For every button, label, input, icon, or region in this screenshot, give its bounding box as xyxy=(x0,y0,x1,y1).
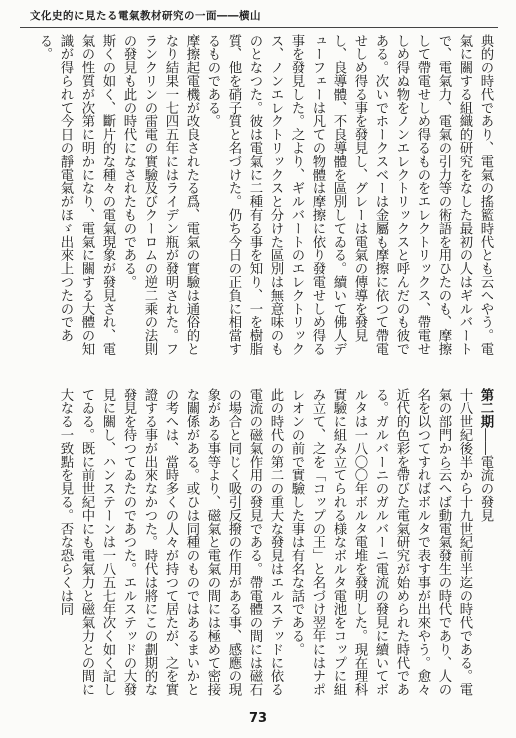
body-paragraph: 典的の時代であり、電氣の搖籃時代とも云へやう。電氣に關する組織的研究をなした最初の人はギルバートで、電氣力、電氣の引力等の術語を用ひたのも、摩擦して帶電せしめ得るものをエレクトリックス、帶電せしめ得ぬ物をノンエレクトリックスと呼んだのも彼である。次いでホークスベーは金屬も摩擦に依つて帶電せしめ得る事を發見し、グレーは電氣の傳導を發見し、良導體、不良導體を區別してゐる。續いて佛人デューフェーは凡ての物體は摩擦に依り發電せしめ得る事を發見した。之より、ギルバートのエレクトリックス、ノンエレクトリックスと分けた區別は無意味のものとなつた。彼は電氣に二種有る事を知り、一を樹脂質、他を硝子質と名づけた。仍ち今日の正負に相當するものである。 xyxy=(205,34,493,356)
running-head: 文化史的に見たる電氣教材研究の一面――横山 xyxy=(30,10,261,22)
section-heading-rest: ――電流の發見 xyxy=(478,428,493,522)
section-heading: 第二期 xyxy=(478,388,493,429)
header-rule xyxy=(20,27,498,28)
section-title xyxy=(475,388,496,706)
body-paragraph: 斯くの如く、斷片的な種々の電氣現象が發見され、電氣の性質が次第に明かになり、電氣に關する大體の知識が得られて今日の靜電氣がほゞ出來上つたのである。 xyxy=(37,34,115,356)
top-text-block xyxy=(26,34,496,364)
body-paragraph: 摩擦起電機が改良されたる爲、電氣の實驗は通俗的となり結果一七四五年にはライデン瓶が發明された。フランクリンの雷電の實驗及びクーロムの逆二乘の法則の發見も此の時代になされたものである。 xyxy=(121,34,199,356)
body-paragraph: 十八世紀後半から十九世紀前半迄の時代である。電氣の部門から云へば動電氣發生の時代であり、人の名を以つてすればボルタで表す事が出來やう。愈々近代的色彩を帶びた電氣研究が始められた時代である。ガルバーニのガルバーニ電流の發見に續いてボルタは一八〇〇年ボルタ電堆を發明した。現在理科實驗に組み立てられる様なボルタ電池をコップに組み立て、之を「コップの王」と名づけ翌年にはナポレオンの前で實驗した事は有名な話である。 xyxy=(289,388,472,697)
page-number: 73 xyxy=(248,711,268,726)
bottom-text-block xyxy=(26,388,496,706)
body-paragraph: 此の時代の第二の重大な發見はエルステッドに依る電流の磁氣作用の發見である。帶電體の間には磁石の場合と同じく吸引反撥の作用がある事、感應の現象がある事等より、磁氣と電氣の間には極めて密接な關係がある。或ひは同種のものではあるまいかとの考へは、當時多くの人々が持つて居たが、之を實證する事が出來なかつた。時代は將にこの劃期的な發見を待つてゐたのであつた。エルステッドの大發見に關し、ハンステーンは一八五七年次く如く記してゐる。既に前世紀中にも電氣力と磁氣力との間に大なる一致點を見る。否な恐らくは同 xyxy=(58,388,283,697)
